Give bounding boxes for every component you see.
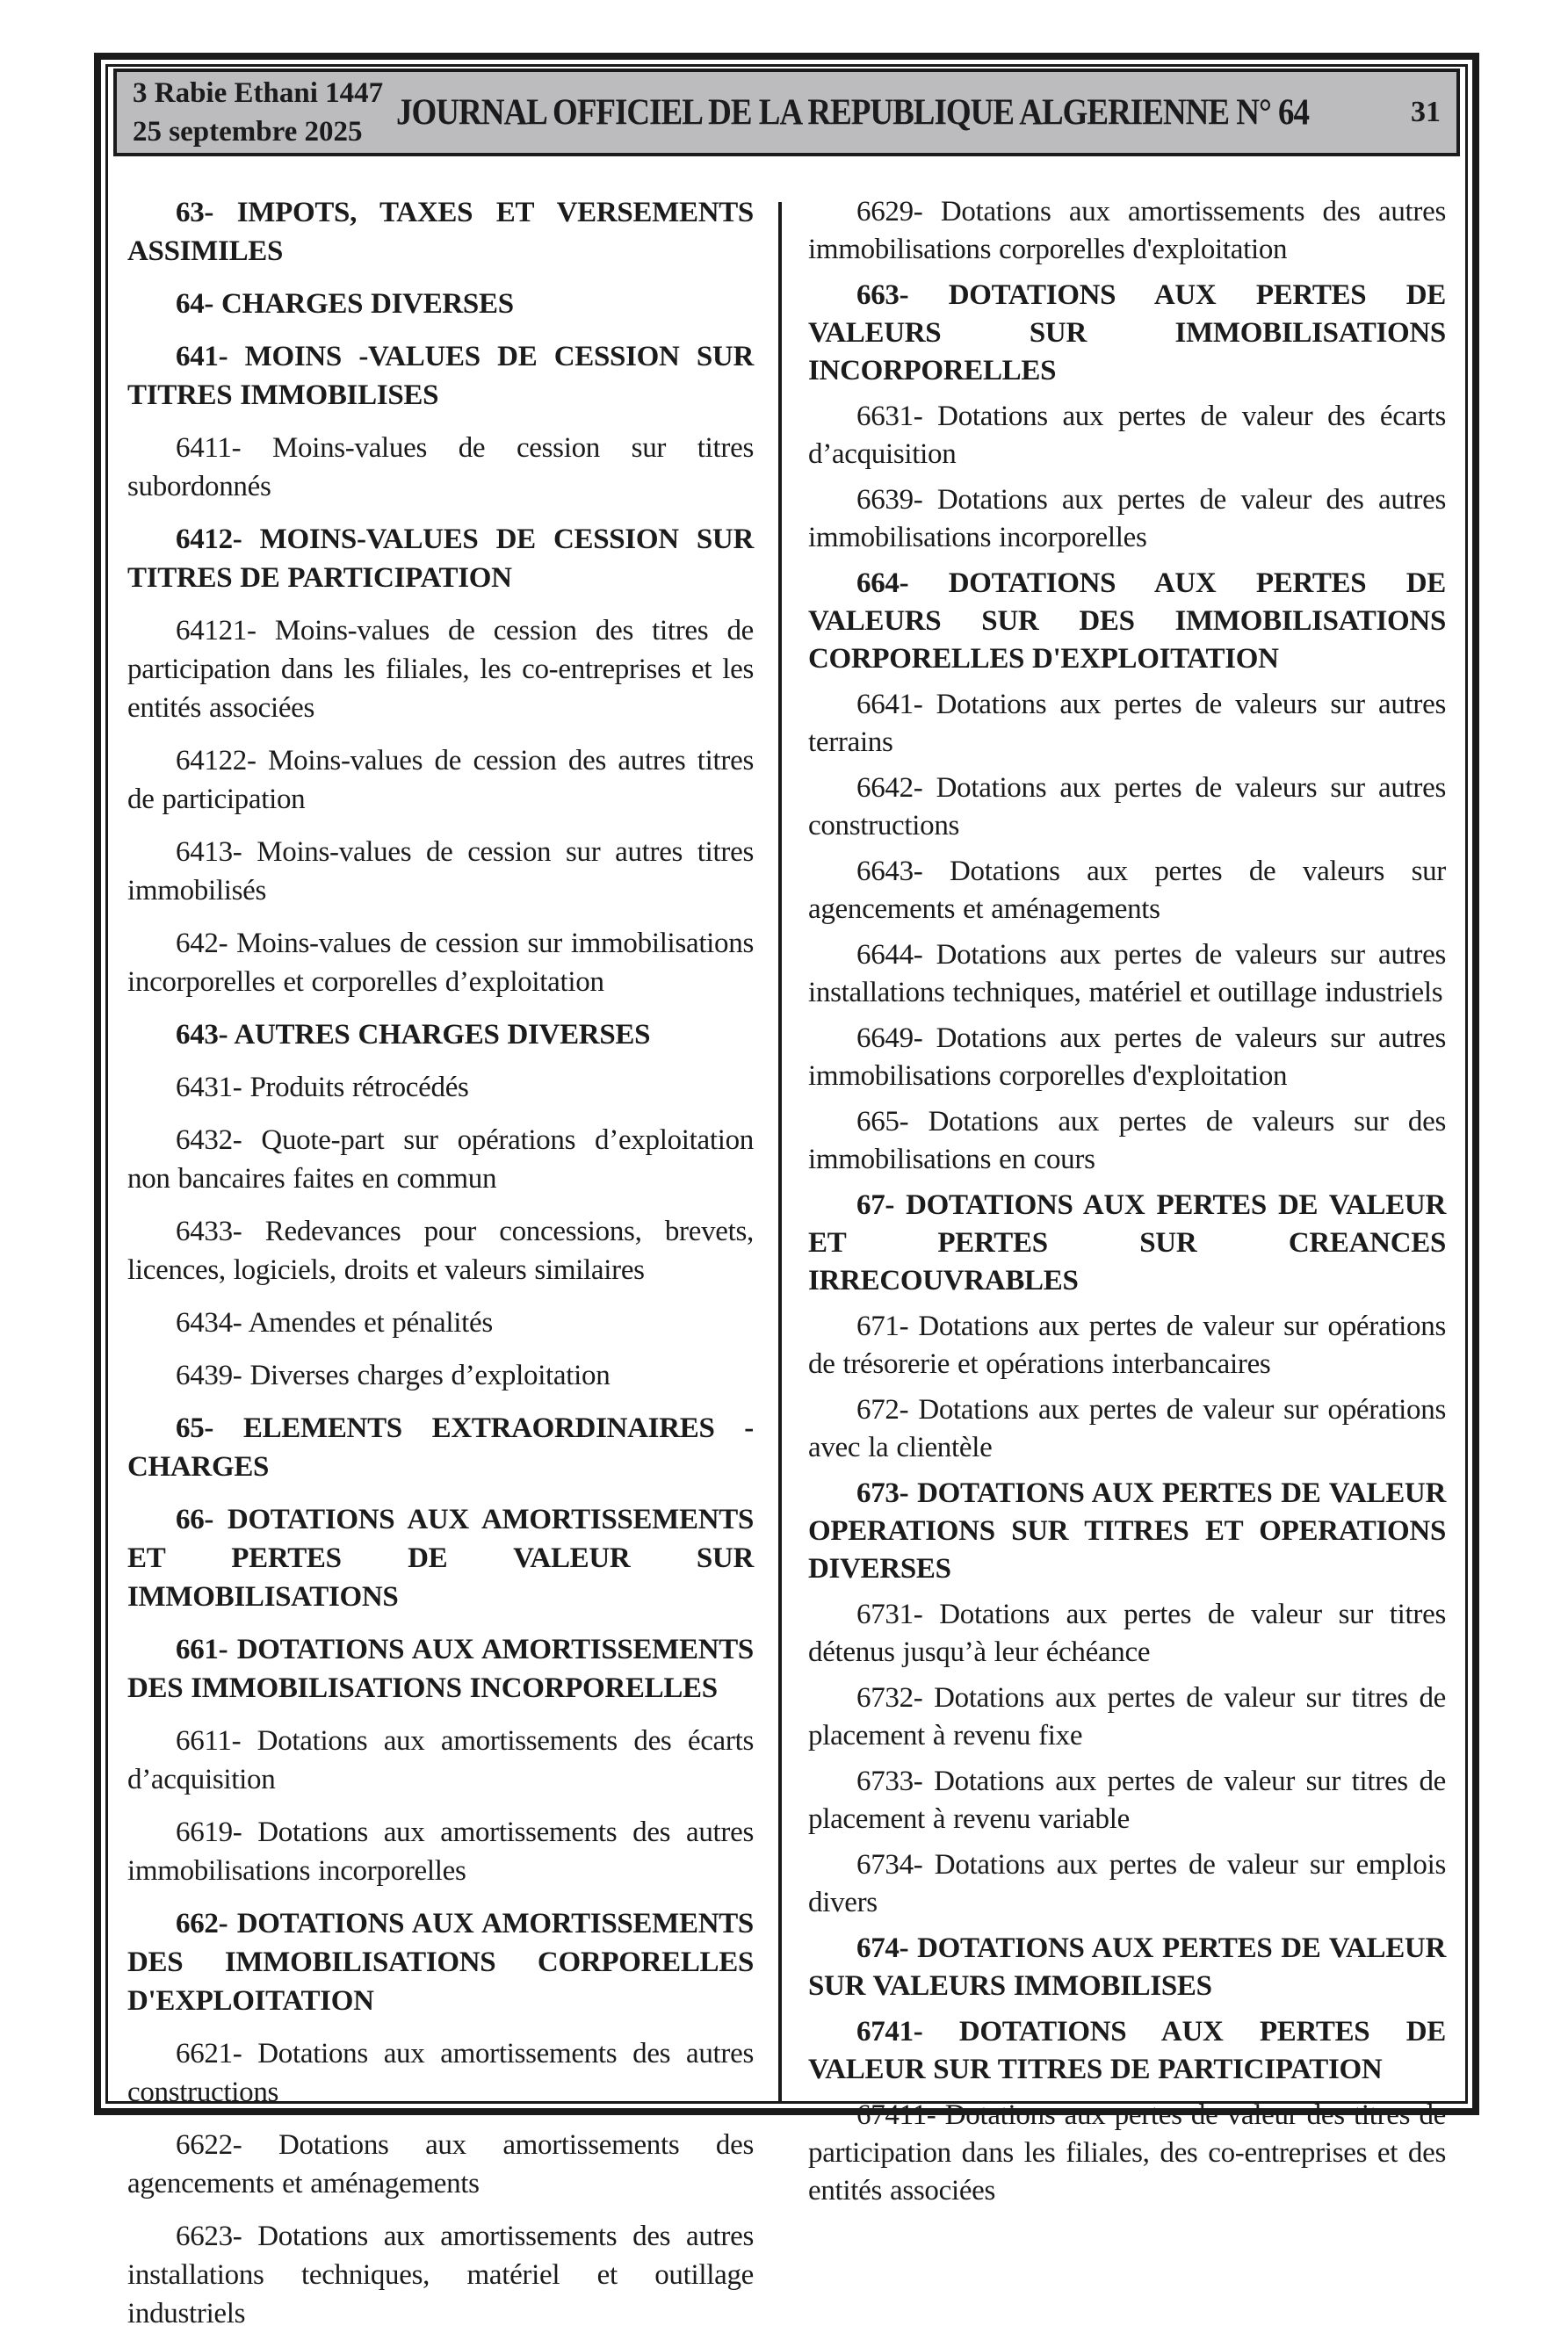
page-number: 31	[1411, 96, 1442, 128]
account-entry: 661- DOTATIONS AUX AMORTISSEMENTS DES IMMOBILISATIONS INCORPORELLES	[127, 1634, 754, 1704]
account-entry: 641- MOINS -VALUES DE CESSION SUR TITRES IMMOBILISES	[127, 341, 754, 411]
account-entry: 6439- Diverses charges d’exploitation	[176, 1360, 611, 1391]
account-entry: 64122- Moins-values de cession des autres titres de participation	[127, 745, 754, 815]
page-content	[108, 156, 1465, 2329]
account-entry: 67- DOTATIONS AUX PERTES DE VALEUR ET PERTES SUR CREANCES IRRECOUVRABLES	[808, 1189, 1446, 1297]
journal-page	[94, 53, 1479, 2329]
account-entry: 6622- Dotations aux amortissements des agencements et aménagements	[127, 2129, 754, 2199]
account-entry: 6649- Dotations aux pertes de valeurs sur autres immobilisations corporelles d'exploitation	[808, 1022, 1446, 1092]
account-entry: 6411- Moins-values de cession sur titres subordonnés	[127, 432, 754, 502]
account-entry: 665- Dotations aux pertes de valeurs sur des immobilisations en cours	[808, 1106, 1446, 1175]
account-entry: 672- Dotations aux pertes de valeur sur opérations avec la clientèle	[808, 1394, 1446, 1463]
account-entry: 6639- Dotations aux pertes de valeur des autres immobilisations incorporelles	[808, 484, 1446, 553]
account-entry: 6631- Dotations aux pertes de valeur des écarts d’acquisition	[808, 401, 1446, 470]
account-entry: 6621- Dotations aux amortissements des autres constructions	[127, 2038, 754, 2108]
account-entry: 6412- MOINS-VALUES DE CESSION SUR TITRES DE PARTICIPATION	[127, 524, 754, 594]
header-band	[113, 69, 1460, 156]
column-left	[127, 156, 778, 2329]
account-entry: 6733- Dotations aux pertes de valeur sur titres de placement à revenu variable	[808, 1766, 1446, 1835]
account-entry: 6413- Moins-values de cession sur autres titres immobilisés	[127, 836, 754, 906]
account-entry: 6732- Dotations aux pertes de valeur sur titres de placement à revenu fixe	[808, 1682, 1446, 1752]
date-gregorian: 25 septembre 2025	[133, 116, 363, 148]
account-entry: 6623- Dotations aux amortissements des autres installations techniques, matériel et outillage industriels	[127, 2221, 754, 2329]
account-entry: 6431- Produits rétrocédés	[176, 1072, 469, 1103]
account-entry: 6432- Quote-part sur opérations d’exploitation non bancaires faites en commun	[127, 1124, 754, 1195]
account-entry: 6734- Dotations aux pertes de valeur sur emplois divers	[808, 1849, 1446, 1918]
account-entry: 6644- Dotations aux pertes de valeurs sur autres installations techniques, matériel et outillage industriels	[808, 939, 1446, 1008]
account-entry: 6433- Redevances pour concessions, brevets, licences, logiciels, droits et valeurs similaires	[127, 1216, 754, 1286]
account-entry: 674- DOTATIONS AUX PERTES DE VALEUR SUR VALEURS IMMOBILISES	[808, 1932, 1446, 2002]
account-entry: 6642- Dotations aux pertes de valeurs sur autres constructions	[808, 772, 1446, 841]
account-entry: 643- AUTRES CHARGES DIVERSES	[176, 1019, 651, 1051]
page-inner-frame	[105, 64, 1468, 2329]
account-entry: 662- DOTATIONS AUX AMORTISSEMENTS DES IMMOBILISATIONS CORPORELLES D'EXPLOITATION	[127, 1908, 754, 2017]
date-hijri: 3 Rabie Ethani 1447	[133, 77, 384, 109]
account-entry: 6629- Dotations aux amortissements des autres immobilisations corporelles d'exploitation	[808, 196, 1446, 265]
account-entry: 6741- DOTATIONS AUX PERTES DE VALEUR SUR TITRES DE PARTICIPATION	[808, 2016, 1446, 2085]
account-entry: 6643- Dotations aux pertes de valeurs sur agencements et aménagements	[808, 856, 1446, 925]
account-entry: 6731- Dotations aux pertes de valeur sur titres détenus jusqu’à leur échéance	[808, 1599, 1446, 1668]
account-entry: 6619- Dotations aux amortissements des autres immobilisations incorporelles	[127, 1817, 754, 1887]
account-entry: 64121- Moins-values de cession des titres de participation dans les filiales, les co-entreprises et les entités associées	[127, 615, 754, 724]
account-entry: 67411- Dotations aux pertes de valeur des titres de participation dans les filiales, des co-entreprises et des entités associées	[808, 2099, 1446, 2207]
account-entry: 65- ELEMENTS EXTRAORDINAIRES - CHARGES	[127, 1412, 754, 1483]
journal-title: JOURNAL OFFICIEL DE LA REPUBLIQUE ALGERIENNE N° 64	[396, 91, 1310, 134]
date-block	[117, 74, 396, 151]
account-entry: 64- CHARGES DIVERSES	[176, 288, 514, 320]
column-right	[782, 156, 1453, 2207]
account-entry: 6434- Amendes et pénalités	[176, 1307, 493, 1339]
account-entry: 671- Dotations aux pertes de valeur sur opérations de trésorerie et opérations interbancaires	[808, 1311, 1446, 1380]
account-entry: 673- DOTATIONS AUX PERTES DE VALEUR OPERATIONS SUR TITRES ET OPERATIONS DIVERSES	[808, 1477, 1446, 1585]
account-entry: 663- DOTATIONS AUX PERTES DE VALEURS SUR IMMOBILISATIONS INCORPORELLES	[808, 279, 1446, 386]
account-entry: 6611- Dotations aux amortissements des écarts d’acquisition	[127, 1725, 754, 1795]
account-entry: 63- IMPOTS, TAXES ET VERSEMENTS ASSIMILES	[127, 197, 754, 267]
account-entry: 66- DOTATIONS AUX AMORTISSEMENTS ET PERTES DE VALEUR SUR IMMOBILISATIONS	[127, 1504, 754, 1613]
account-entry: 664- DOTATIONS AUX PERTES DE VALEURS SUR DES IMMOBILISATIONS CORPORELLES D'EXPLOITATION	[808, 567, 1446, 675]
account-entry: 6641- Dotations aux pertes de valeurs sur autres terrains	[808, 689, 1446, 758]
account-entry: 642- Moins-values de cession sur immobilisations incorporelles et corporelles d’exploitation	[127, 928, 754, 998]
